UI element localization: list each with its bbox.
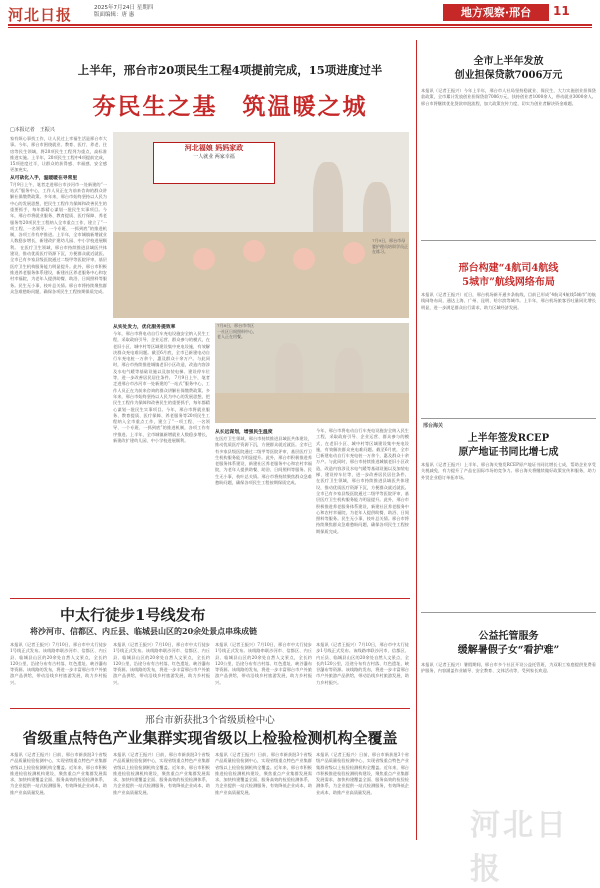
middle-subheadline: 将沙河市、信都区、内丘县、临城县山区的20余处景点串珠成链 xyxy=(30,626,258,636)
bottom-col-1: 本报讯（记者王振兴）日前，邢台市新获批3个省级产品质量检验检测中心，实现省级重点特色产业集群省级以上检验检测机构全覆盖。近年来，邢台市积极推进检验检测机构建设，聚焦重点产业集群发展需求，加快构建覆盖全面、服务高效的检验检测体系，为企业提供一站式检测服务，有效降低企业成本，助推产业高质量发展。 xyxy=(10,752,107,795)
photo-training xyxy=(113,132,409,318)
right-divider-2 xyxy=(421,418,596,419)
right-item3-tag: 邢台海关 xyxy=(423,423,444,429)
main-subhead-3: 从长远谋划，增强民生温度 xyxy=(215,429,273,435)
watermark-logo-text: 河北日报 xyxy=(470,808,569,887)
main-column-4 xyxy=(316,428,409,592)
right-item2-body: 本报讯（记者王振兴）近日，邢台机场新开通多条航线，目前已形成“4航司4航线5城市”的航线网络布局，通达上海、广州、昆明、哈尔滨等城市。上半年，邢台机场旅客吞吐量同比增长明显，进一步满足群众出行需求，助力区域经济发展。 xyxy=(421,292,596,310)
photo-sign xyxy=(153,142,275,184)
main-col3-text: 在医疗卫生领域，邢台市持续推进县域医共体建设，推动优质医疗资源下沉，方便群众就近就医。全市已有多家县级医院通过二级甲等医院评审，基层医疗卫生机构服务能力明显提升。此外，邢台市积极推进养老服务体系建设，新建社区养老服务中心和农村幸福院，为老年人提供助餐、助浴、日间照料等服务。民生无小事，枝叶总关情。邢台市将持续聚焦群众急难愁盼问题，确保各项民生工程按期保质完成。 xyxy=(215,436,312,486)
main-col1-text-more: 在医疗卫生领域，邢台市持续推进县域医共体建设，推动优质医疗资源下沉，方便群众就近就医。全市已有多家县级医院通过二级甲等医院评审，基层医疗卫生机构服务能力明显提升。此外，邢台市积极推进养老服务体系建设，新建社区养老服务中心和农村幸福院，为老年人提供助餐、助浴、日间照料等服务。民生无小事，枝叶总关情。邢台市将持续聚焦群众急难愁盼问题，确保各项民生工程按期保质完成。 xyxy=(10,244,107,294)
bottom-headline: 省级重点特色产业集群实现省级以上检验检测机构全覆盖 xyxy=(22,729,398,747)
right-item3-body: 本报讯（记者王振兴）上半年，邢台海关签发RCEP原产地证书同比增长七成，帮助企业享受关税减免，有力提升了产品在国际市场的竞争力。邢台海关将继续做好政策宣传和服务，助力外贸企业稳订单拓市场。 xyxy=(421,462,596,480)
main-col4-text: 今年，邢台市将电动自行车充电设施安全纳入民生工程，采取政府引导、企业运营、群众参与的模式，在老旧小区、城中村等区域建设集中充电设施，有效解决群众充电难问题。截至6月底，全市已新建电动自行车充电桩一万余个，惠及群众十余万户。与此同时，邢台市持续推进城镇老旧小区改造，改造内容涉及水电气暖等基础设施以及加装电梯、建设停车位等，进一步改善居民居住条件。 xyxy=(316,428,409,478)
issue-info xyxy=(94,5,153,19)
column-divider xyxy=(416,40,417,840)
main-col1-text: 7月9日上午，笔者走进邢台市沙河市一处新建的“一站式”服务中心，工作人员正在为前来咨询的群众讲解社保缴费政策。多年来，邢台市始终坚持以人民为中心的发展思想，把民生工程作为保障和改善民生的重要抓手，每年都精心谋划一批民生实事项目。今年，邢台市将就业服务、教育提质、医疗保障、养老服务等20项民生工程纳入全市重点工作，建立了“一项工程、一名领导、一个专班、一抓到底”的推进机制，各项工作有序推进。上半年，全市城镇新增就业人数稳步增长，新建改扩建幼儿园、中小学校进展顺利。 xyxy=(10,181,107,250)
header-rule-thin xyxy=(8,27,592,28)
photo-sign-text: 河北福娘 妈妈家政 xyxy=(184,143,244,152)
photo-doll-1 xyxy=(143,240,165,262)
middle-col-1: 本报讯（记者王振兴）7月10日，邢台市中太行徒步1号线正式发布。该线路串联沙河市、信都区、内丘县、临城县山区的20余处自然人文景点，全长约120公里，沿途分布有古村落、红色遗址、峡谷瀑布等资源。该线路的发布，将进一步丰富邢台市户外旅游产品供给，带动沿线乡村旅游发展，助力乡村振兴。 xyxy=(10,642,107,685)
section-title: 地方观察·邢台 xyxy=(443,4,549,21)
main-col2-text-more: 7月9日上午，笔者走进邢台市沙河市一处新建的“一站式”服务中心，工作人员正在为前来咨询的群众讲解社保缴费政策。多年来，邢台市始终坚持以人民为中心的发展思想，把民生工程作为保障和改善民生的重要抓手，每年都精心谋划一批民生实事项目。今年，邢台市将就业服务、教育提质、医疗保障、养老服务等20项民生工程纳入全市重点工作，建立了“一项工程、一名领导、一个专班、一抓到底”的推进机制，各项工作有序推进。上半年，全市城镇新增就业人数稳步增长，新建改扩建幼儿园、中小学校进展顺利。 xyxy=(113,375,210,444)
right-item2-headline: 邢台构建“4航司4航线 5城市”航线网络布局 xyxy=(458,263,559,288)
photo-doll-5 xyxy=(343,242,365,264)
main-byline: □本报记者 王振兴 xyxy=(10,127,55,133)
page-number: 11 xyxy=(553,4,570,18)
bottom-kicker: 邢台市新获批3个省级质检中心 xyxy=(145,715,275,726)
header-rule xyxy=(8,24,592,26)
main-intro: 家有烦心事找工作，让人民过上幸福生活是邢台市大事。今年，邢台市围绕就业、教育、医疗、养老、住房等民生领域，将20项民生工程列为重点，高标准推进实施。上半年，20项民生工程中4项提前完成，15项进度过半，让群众的获得感、幸福感、安全感更加充实。 xyxy=(10,136,107,173)
main-col2-text: 今年，邢台市将电动自行车充电设施安全纳入民生工程，采取政府引导、企业运营、群众参与的模式，在老旧小区、城中村等区域建设集中充电设施，有效解决群众充电难问题。截至6月底，全市已新建电动自行车充电桩一万余个，惠及群众十余万户。与此同时，邢台市持续推进城镇老旧小区改造，改造内容涉及水电气暖等基础设施以及加装电梯、建设停车位等，进一步改善居民居住条件。 xyxy=(113,331,210,381)
photo-elderly-caption: 7月8日，邢台市市区一社区日间照料中心，老人正在用餐。 xyxy=(217,323,257,339)
masthead-logo: 河北日报 xyxy=(8,6,73,24)
issue-date: 2025年7月24日 星期四 xyxy=(94,5,154,11)
photo-trainer xyxy=(313,162,343,242)
main-subhead-2: 从实处发力，优化服务提效率 xyxy=(113,324,176,330)
main-kicker: 上半年，邢台市20项民生工程4项提前完成，15项进度过半 xyxy=(77,63,383,77)
right-item1-headline: 全市上半年发放 创业担保贷款7006万元 xyxy=(454,56,563,81)
main-column-2 xyxy=(113,323,210,592)
right-item1-body: 本报讯（记者王振兴）今年上半年，邢台市人社局坚持稳就业、保民生，大力实施创业担保贷款政策，全市累计发放创业担保贷款7006万元，扶持创业者1000余人，带动就业3000余人。邢台市将继续优化贷款审批流程，加大政策宣传力度，切实为创业者解决资金难题。 xyxy=(421,88,596,106)
bottom-col-3: 本报讯（记者王振兴）日前，邢台市新获批3个省级产品质量检验检测中心，实现省级重点特色产业集群省级以上检验检测机构全覆盖。近年来，邢台市积极推进检验检测机构建设，聚焦重点产业集群发展需求，加快构建覆盖全面、服务高效的检验检测体系，为企业提供一站式检测服务，有效降低企业成本，助推产业高质量发展。 xyxy=(215,752,312,795)
right-item4-body: 本报讯（记者王振兴）暑假期间，邢台市多个社区开设公益托管班，为双职工家庭提供免费看护服务，内容涵盖作业辅导、安全教育、文体活动等，受到家长欢迎。 xyxy=(421,662,596,674)
bottom-col-2: 本报讯（记者王振兴）日前，邢台市新获批3个省级产品质量检验检测中心，实现省级重点特色产业集群省级以上检验检测机构全覆盖。近年来，邢台市积极推进检验检测机构建设，聚焦重点产业集群发展需求，加快构建覆盖全面、服务高效的检验检测体系，为企业提供一站式检测服务，有效降低企业成本，助推产业高质量发展。 xyxy=(113,752,210,795)
photo-doll-3 xyxy=(243,240,265,262)
photo-training-caption: 7月9日，邢台市母婴护理员培训学员正在练习。 xyxy=(372,238,408,254)
page-editor: 版面编辑：唐 惠 xyxy=(94,12,135,18)
photo-doll-2 xyxy=(193,248,215,270)
middle-col-4: 本报讯（记者王振兴）7月10日，邢台市中太行徒步1号线正式发布。该线路串联沙河市、信都区、内丘县、临城县山区的20余处自然人文景点，全长约120公里，沿途分布有古村落、红色遗址、峡谷瀑布等资源。该线路的发布，将进一步丰富邢台市户外旅游产品供给，带动沿线乡村旅游发展，助力乡村振兴。 xyxy=(316,642,409,685)
watermark-logo xyxy=(470,800,600,888)
main-column-1 xyxy=(10,136,107,592)
middle-top-rule xyxy=(10,598,410,599)
middle-headline: 中太行徒步1号线发布 xyxy=(60,606,206,624)
main-col4-text-more: 在医疗卫生领域，邢台市持续推进县域医共体建设，推动优质医疗资源下沉，方便群众就近就医。全市已有多家县级医院通过二级甲等医院评审，基层医疗卫生机构服务能力明显提升。此外，邢台市积极推进养老服务体系建设，新建社区养老服务中心和农村幸福院，为老年人提供助餐、助浴、日间照料等服务。民生无小事，枝叶总关情。邢台市将持续聚焦群众急难愁盼问题，确保各项民生工程按期保质完成。 xyxy=(316,478,409,534)
photo-doll-4 xyxy=(293,248,315,270)
right-item4-headline: 公益托管服务 缓解暑假子女“看护难” xyxy=(457,631,560,656)
middle-col-3: 本报讯（记者王振兴）7月10日，邢台市中太行徒步1号线正式发布。该线路串联沙河市、信都区、内丘县、临城县山区的20余处自然人文景点，全长约120公里，沿途分布有古村落、红色遗址、峡谷瀑布等资源。该线路的发布，将进一步丰富邢台市户外旅游产品供给，带动沿线乡村旅游发展，助力乡村振兴。 xyxy=(215,642,312,685)
right-divider-1 xyxy=(421,240,596,241)
bottom-top-rule xyxy=(10,708,410,709)
photo-sign-subtext: 一人就业 两家幸福 xyxy=(193,154,235,160)
right-divider-3 xyxy=(421,612,596,613)
main-headline: 夯民生之基 筑温暖之城 xyxy=(92,93,368,120)
main-column-3 xyxy=(215,428,312,592)
right-item3-headline: 上半年签发RCEP 原产地证书同比增七成 xyxy=(458,433,559,458)
main-subhead-1: 从可砍化入手，温暖暖在寻常里 xyxy=(10,174,78,181)
photo-dining-table xyxy=(215,393,409,423)
bottom-col-4: 本报讯（记者王振兴）日前，邢台市新获批3个省级产品质量检验检测中心，实现省级重点特色产业集群省级以上检验检测机构全覆盖。近年来，邢台市积极推进检验检测机构建设，聚焦重点产业集群发展需求，加快构建覆盖全面、服务高效的检验检测体系，为企业提供一站式检测服务，有效降低企业成本，助推产业高质量发展。 xyxy=(316,752,409,795)
middle-col-2: 本报讯（记者王振兴）7月10日，邢台市中太行徒步1号线正式发布。该线路串联沙河市、信都区、内丘县、临城县山区的20余处自然人文景点，全长约120公里，沿途分布有古村落、红色遗址、峡谷瀑布等资源。该线路的发布，将进一步丰富邢台市户外旅游产品供给，带动沿线乡村旅游发展，助力乡村振兴。 xyxy=(113,642,210,685)
